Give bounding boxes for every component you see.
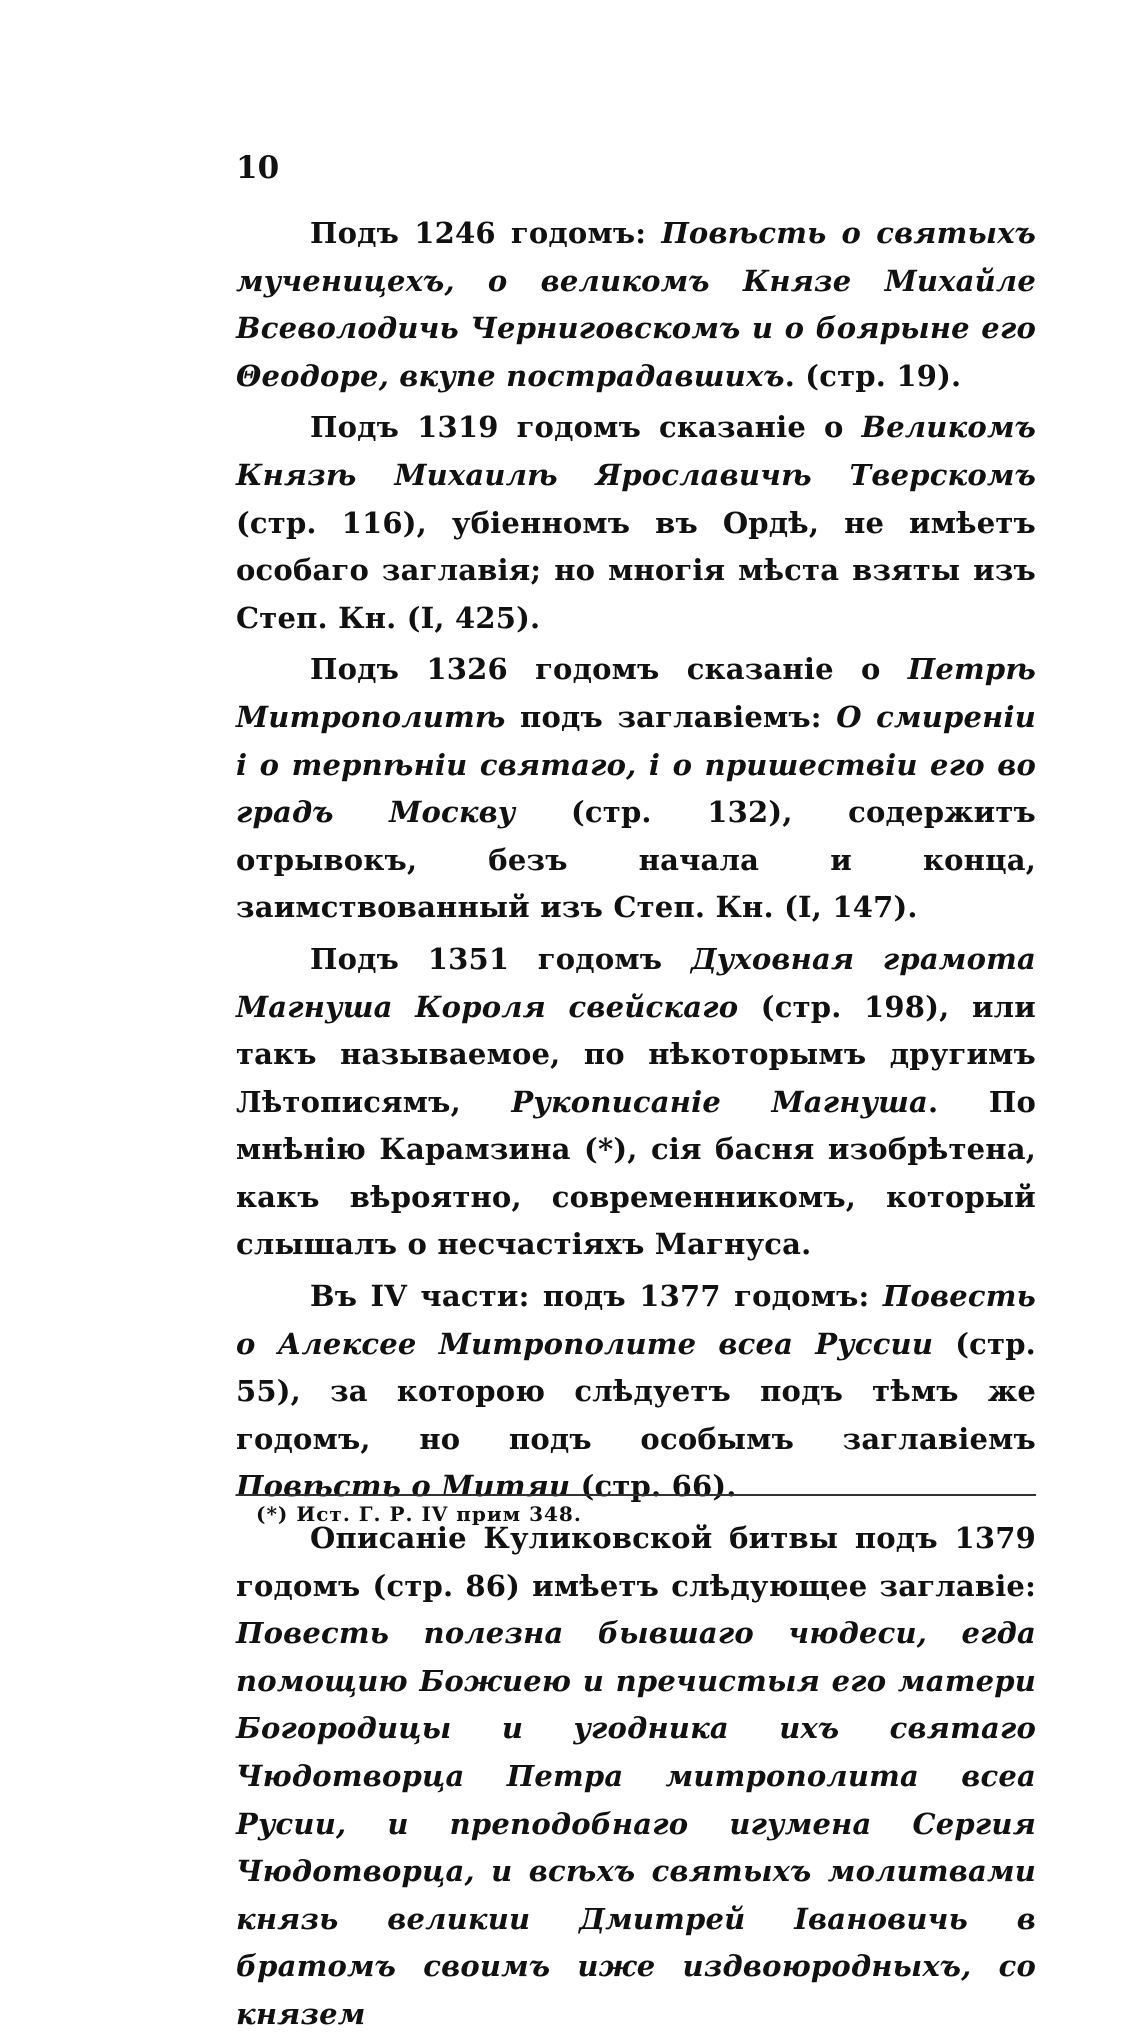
- italic-run: Повѣсть о святыхъ мученицехъ, о великомъ Князе Михайле Всеволодичь Черниговскомъ и о боярыне его Θеодоре, вкупе пострадавшихъ: [236, 216, 1036, 393]
- italic-run: Повѣсть о Митяи: [236, 1469, 571, 1504]
- paragraph-1377: [236, 1273, 1036, 1511]
- footnote-divider: [236, 1494, 1036, 1496]
- paragraph-1379: [236, 1515, 1036, 2039]
- text-run: Подъ 1319 годомъ сказаніе о: [310, 410, 862, 445]
- text-run: . По мнѣнію Карамзина (*), сія басня изобрѣтена, какъ вѣроятно, современникомъ, который слышалъ о несчастіяхъ Магнуса.: [236, 1084, 1036, 1262]
- text-run: (стр. 132), содержитъ отрывокъ, безъ начала и конца, заимствованный изъ Степ. Кн. (I, 147).: [236, 795, 1037, 925]
- text-run: (стр. 116), убіенномъ въ Ордѣ, не имѣетъ особаго заглавія; но многія мѣста взяты изъ Степ. Кн. (I, 425).: [236, 505, 1036, 635]
- italic-run: Великомъ Князѣ Михаилѣ Ярославичѣ Тверскомъ: [236, 410, 1036, 492]
- text-run: Подъ 1326 годомъ сказаніе о: [310, 652, 908, 687]
- italic-run: Повесть полезна бывшаго чюдеси, егда помощию Божиею и пречистыя его матери Богородицы и угодника ихъ святаго Чюдотворца Петра митрополита всеа Русии, и преподобнаго игумена Сергия Чюдотворца, и всѣхъ святыхъ молитвами князь великии Дмитрей Івановичь в братомъ своимъ иже издвоюродныхъ, со князем: [236, 1616, 1036, 2031]
- text-run: подъ заглавіемъ:: [505, 699, 837, 734]
- italic-run: О смиреніи і о терпѣніи святаго, і о пришествіи его во градъ Москву: [236, 699, 1036, 830]
- text-run: (стр. 55), за которою слѣдуетъ подъ тѣмъ же годомъ, но подъ особымъ заглавіемъ: [236, 1326, 1036, 1456]
- italic-run: Духовная грамота Магнуша Короля свейскаго: [236, 941, 1036, 1024]
- text-run: Подъ 1351 годомъ: [310, 941, 691, 976]
- text-run: (стр. 66).: [570, 1469, 737, 1504]
- text-run: Подъ 1246 годомъ:: [310, 216, 662, 250]
- paragraph-1246: [236, 210, 1036, 400]
- paragraph-1351: [236, 936, 1036, 1269]
- italic-run: Повесть о Алексее Митрополите всеа Руссии: [236, 1279, 1036, 1361]
- page-number: 10: [236, 150, 280, 186]
- text-run: Описаніе Куликовской битвы подъ 1379 годомъ (стр. 86) имѣетъ слѣдующее заглавіе:: [236, 1521, 1036, 1603]
- footnote: (*) Ист. Г. Р. IV прим 348.: [256, 1502, 582, 1526]
- body-text: [236, 210, 1036, 2043]
- text-run: (стр. 198), или такъ называемое, по нѣкоторымъ другимъ Лѣтописямъ,: [236, 989, 1037, 1119]
- paragraph-1326: [236, 646, 1036, 932]
- text-run: Въ IV части: подъ 1377 годомъ:: [310, 1279, 883, 1314]
- text-run: . (стр. 19).: [784, 358, 962, 393]
- paragraph-1319: [236, 404, 1036, 642]
- italic-run: Рукописаніе Магнуша: [511, 1084, 929, 1119]
- italic-run: Петрѣ Митрополитѣ: [236, 652, 1036, 734]
